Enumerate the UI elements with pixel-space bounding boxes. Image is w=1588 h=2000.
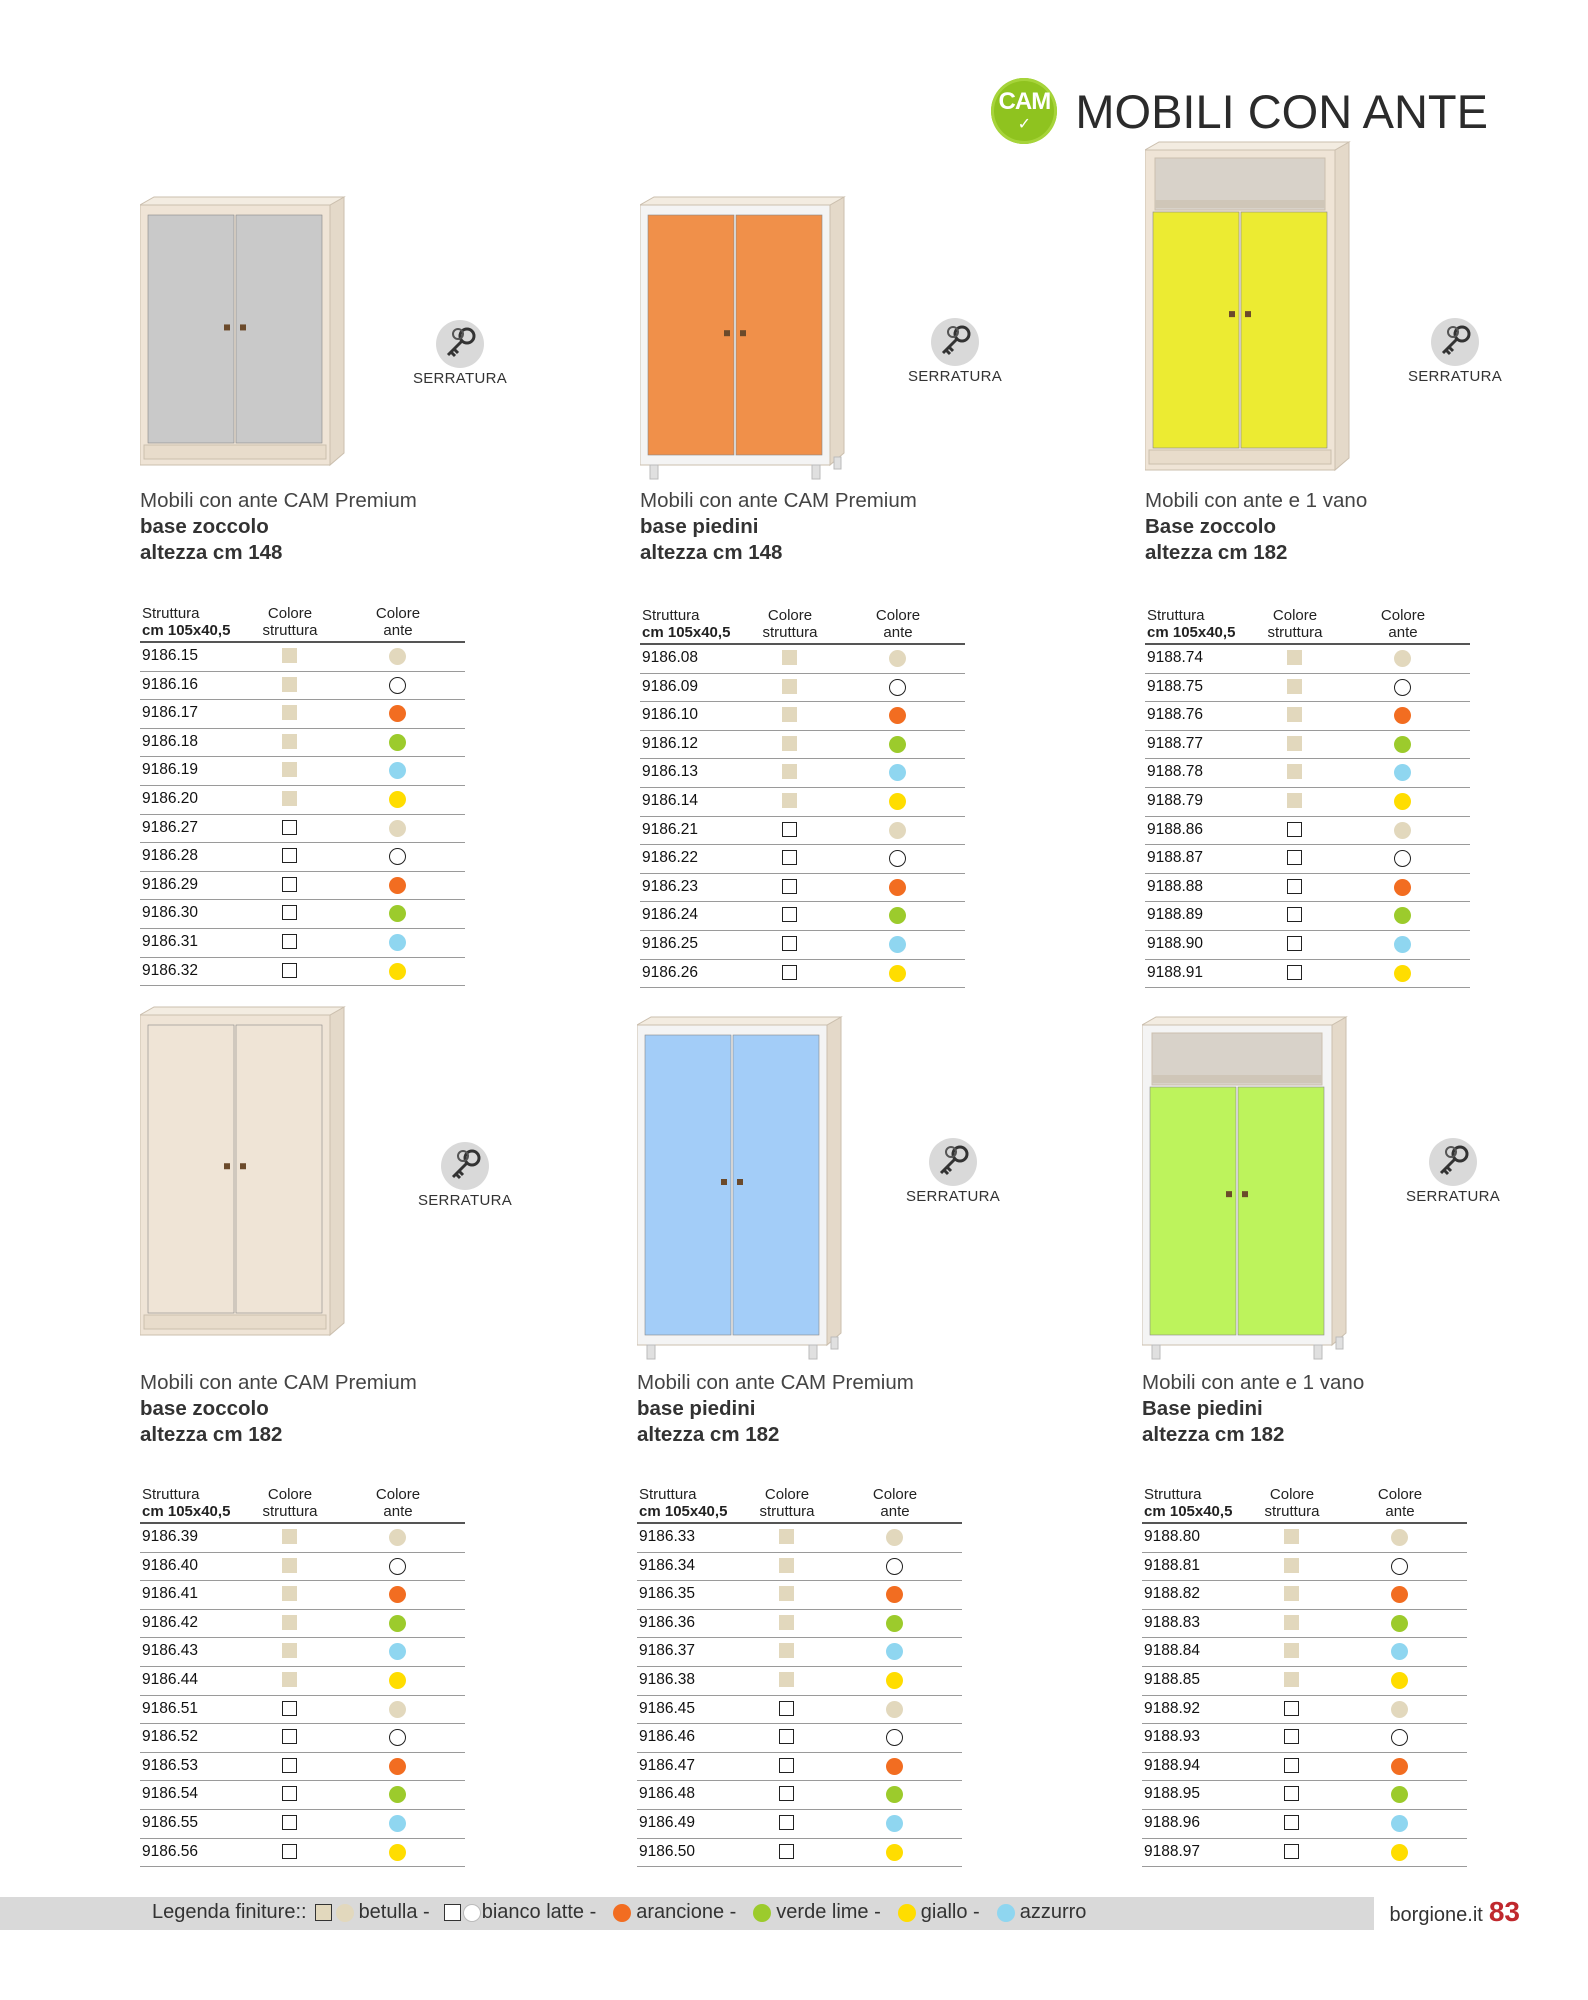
- product-code: 9186.36: [639, 1613, 696, 1631]
- foot-back: [831, 1337, 838, 1349]
- product-block: [637, 0, 1057, 2000]
- col-struttura: Struttura cm 105x40,5: [1144, 1486, 1233, 1520]
- table-header: [1142, 1486, 1467, 1524]
- betulla-swatch-icon: [315, 1904, 332, 1921]
- product-code: 9186.35: [639, 1585, 696, 1603]
- cabinet-top: [637, 1017, 841, 1025]
- product-code: 9186.15: [142, 647, 199, 664]
- product-code: 9186.47: [639, 1756, 696, 1774]
- giallo-door-dot-icon: [1391, 1672, 1408, 1689]
- betulla-structure-swatch-icon: [282, 1529, 297, 1544]
- page-footer: [1389, 1896, 1520, 1928]
- right-handle: [240, 1163, 246, 1169]
- bianco-latte-structure-swatch-icon: [779, 1815, 794, 1830]
- product-name: Mobili con ante e 1 vano: [1145, 489, 1368, 512]
- product-description: [1142, 1370, 1364, 1448]
- betulla-door-dot-icon: [389, 1701, 406, 1718]
- product-code: 9186.49: [639, 1813, 696, 1831]
- product-code: 9186.42: [142, 1613, 199, 1631]
- table-row: [1142, 1810, 1467, 1839]
- product-code: 9186.29: [142, 875, 199, 893]
- product-code: 9186.28: [142, 847, 199, 865]
- table-row: [140, 1667, 465, 1696]
- left-handle: [721, 1179, 727, 1185]
- bianco-latte-structure-swatch-icon: [282, 1701, 297, 1716]
- product-code: 9188.87: [1147, 849, 1204, 867]
- table-row: [140, 1696, 465, 1725]
- plinth: [144, 1315, 326, 1329]
- giallo-door-dot-icon: [1391, 1844, 1408, 1861]
- col-struttura: Struttura cm 105x40,5: [142, 1486, 231, 1520]
- product-code: 9186.33: [639, 1528, 696, 1545]
- table-row: [140, 1638, 465, 1667]
- product-base: base piedini: [640, 515, 759, 538]
- product-code: 9186.30: [142, 904, 199, 922]
- betulla-structure-swatch-icon: [779, 1615, 794, 1630]
- bianco-swatch-icon: [444, 1904, 461, 1921]
- product-code: 9186.13: [642, 763, 699, 781]
- betulla-structure-swatch-icon: [779, 1529, 794, 1544]
- product-code: 9186.22: [642, 849, 699, 867]
- product-code: 9186.43: [142, 1642, 199, 1660]
- product-code: 9186.51: [142, 1699, 199, 1717]
- right-handle: [1242, 1191, 1248, 1197]
- right-handle: [737, 1179, 743, 1185]
- arancione-door-dot-icon: [1391, 1758, 1408, 1775]
- bianco-latte-structure-swatch-icon: [282, 1729, 297, 1744]
- table-row: [1142, 1581, 1467, 1610]
- bianco-latte-structure-swatch-icon: [1284, 1729, 1299, 1744]
- table-row: [637, 1839, 962, 1868]
- betulla-structure-swatch-icon: [779, 1558, 794, 1573]
- table-row: [1142, 1524, 1467, 1553]
- product-code: 9188.84: [1144, 1642, 1201, 1660]
- arancione-door-dot-icon: [886, 1758, 903, 1775]
- foot-left: [647, 1345, 655, 1359]
- product-code: 9186.34: [639, 1556, 696, 1574]
- product-code: 9186.23: [642, 877, 699, 895]
- table-row: [1142, 1638, 1467, 1667]
- product-code: 9186.45: [639, 1699, 696, 1717]
- table-row: [1142, 1781, 1467, 1810]
- key-icon: [929, 1138, 977, 1186]
- lock-label: SERRATURA: [1405, 1188, 1501, 1205]
- lock-badge: [405, 1142, 525, 1209]
- table-row: [140, 1753, 465, 1782]
- lock-badge: [893, 1138, 1013, 1205]
- product-code: 9186.39: [142, 1528, 199, 1545]
- table-row: [637, 1781, 962, 1810]
- product-height: altezza cm 148: [640, 541, 783, 564]
- verde-lime-door-dot-icon: [886, 1786, 903, 1803]
- col-colore-struttura: Colore struttura: [762, 607, 818, 641]
- table-row: [140, 1724, 465, 1753]
- col-colore-struttura: Colore struttura: [262, 1486, 318, 1520]
- azzurro-door-dot-icon: [389, 1643, 406, 1660]
- bianco-latte-structure-swatch-icon: [1284, 1844, 1299, 1859]
- betulla-structure-swatch-icon: [1284, 1586, 1299, 1601]
- legend: [152, 1901, 1086, 1924]
- variants-table: [637, 1486, 962, 1867]
- cabinet-image: [637, 1015, 897, 1385]
- azzurro-door-dot-icon: [1391, 1815, 1408, 1832]
- product-code: 9186.25: [642, 934, 699, 952]
- page-title: MOBILI CON ANTE: [1075, 84, 1488, 138]
- cabinet-top: [1142, 1017, 1346, 1025]
- cabinet-side: [827, 1017, 841, 1345]
- lock-label: SERRATURA: [907, 368, 1003, 385]
- table-row: [637, 1753, 962, 1782]
- cabinet-image: [1142, 1015, 1402, 1385]
- bianco-latte-structure-swatch-icon: [282, 1815, 297, 1830]
- bianco-latte-structure-swatch-icon: [779, 1786, 794, 1801]
- right-door: [733, 1035, 819, 1335]
- bianco-latte-structure-swatch-icon: [282, 1758, 297, 1773]
- betulla-door-dot-icon: [389, 1529, 406, 1546]
- product-code: 9188.91: [1147, 963, 1204, 981]
- table-header: [637, 1486, 962, 1524]
- product-code: 9186.17: [142, 704, 199, 722]
- key-icon: [1429, 1138, 1477, 1186]
- product-code: 9188.83: [1144, 1613, 1201, 1631]
- product-code: 9186.21: [642, 820, 699, 838]
- giallo-door-dot-icon: [886, 1844, 903, 1861]
- betulla-structure-swatch-icon: [1284, 1529, 1299, 1544]
- product-code: 9188.94: [1144, 1756, 1201, 1774]
- legend-item-giallo: giallo -: [920, 1901, 980, 1923]
- product-base: base zoccolo: [140, 515, 269, 538]
- product-code: 9188.90: [1147, 934, 1204, 952]
- col-struttura: Struttura cm 105x40,5: [1147, 607, 1236, 641]
- col-struttura: Struttura cm 105x40,5: [639, 1486, 728, 1520]
- verde-lime-door-dot-icon: [1391, 1786, 1408, 1803]
- bianco-latte-structure-swatch-icon: [779, 1758, 794, 1773]
- product-code: 9186.54: [142, 1785, 199, 1803]
- legend-title: Legenda finiture::: [152, 1901, 307, 1923]
- check-icon: ✓: [1017, 116, 1032, 133]
- right-door: [236, 1025, 322, 1313]
- table-row: [1142, 1667, 1467, 1696]
- product-height: altezza cm 182: [140, 1423, 283, 1446]
- arancione-dot-icon: [613, 1904, 631, 1922]
- product-name: Mobili con ante CAM Premium: [637, 1371, 914, 1394]
- foot-left: [1152, 1345, 1160, 1359]
- product-height: altezza cm 182: [1145, 541, 1288, 564]
- product-base: Base piedini: [1142, 1397, 1263, 1420]
- cabinet-side: [1332, 1017, 1346, 1345]
- open-shelf: [1152, 1075, 1322, 1083]
- azzurro-door-dot-icon: [886, 1643, 903, 1660]
- betulla-structure-swatch-icon: [1284, 1558, 1299, 1573]
- product-name: Mobili con ante CAM Premium: [140, 1371, 417, 1394]
- left-door: [1150, 1087, 1236, 1335]
- table-row: [140, 1610, 465, 1639]
- bianco-latte-door-dot-icon: [389, 1558, 406, 1575]
- azzurro-dot-icon: [997, 1904, 1015, 1922]
- cam-logo-text: CAM: [998, 88, 1051, 115]
- product-code: 9186.18: [142, 732, 199, 750]
- product-block: [140, 0, 560, 2000]
- legend-item-verde-lime: verde lime -: [776, 1901, 881, 1923]
- betulla-door-dot-icon: [1391, 1701, 1408, 1718]
- bianco-latte-structure-swatch-icon: [1284, 1815, 1299, 1830]
- betulla-structure-swatch-icon: [779, 1672, 794, 1687]
- bianco-latte-door-dot-icon: [389, 1729, 406, 1746]
- foot-right: [809, 1345, 817, 1359]
- table-row: [140, 1810, 465, 1839]
- table-row: [140, 1781, 465, 1810]
- key-icon: [441, 1142, 489, 1190]
- betulla-structure-swatch-icon: [779, 1586, 794, 1601]
- table-row: [637, 1581, 962, 1610]
- table-row: [637, 1810, 962, 1839]
- arancione-door-dot-icon: [389, 1586, 406, 1603]
- betulla-structure-swatch-icon: [1284, 1615, 1299, 1630]
- verde-lime-door-dot-icon: [886, 1615, 903, 1632]
- table-row: [140, 1553, 465, 1582]
- product-code: 9186.52: [142, 1728, 199, 1746]
- product-code: 9188.76: [1147, 706, 1204, 724]
- table-row: [140, 1839, 465, 1868]
- bianco-latte-door-dot-icon: [886, 1729, 903, 1746]
- product-code: 9186.41: [142, 1585, 199, 1603]
- betulla-door-dot-icon: [886, 1529, 903, 1546]
- azzurro-door-dot-icon: [886, 1815, 903, 1832]
- bianco-latte-structure-swatch-icon: [1284, 1758, 1299, 1773]
- betulla-structure-swatch-icon: [282, 1586, 297, 1601]
- product-code: 9188.85: [1144, 1670, 1201, 1688]
- betulla-door-dot-icon: [1391, 1529, 1408, 1546]
- product-code: 9188.80: [1144, 1528, 1201, 1545]
- betulla-structure-swatch-icon: [282, 1615, 297, 1630]
- product-description: [140, 1370, 417, 1448]
- product-code: 9188.93: [1144, 1728, 1201, 1746]
- lock-label: SERRATURA: [417, 1192, 513, 1209]
- col-struttura: Struttura cm 105x40,5: [642, 607, 731, 641]
- foot-back: [1336, 1337, 1343, 1349]
- product-code: 9186.09: [642, 677, 699, 695]
- betulla-structure-swatch-icon: [1284, 1643, 1299, 1658]
- product-code: 9188.89: [1147, 906, 1204, 924]
- betulla-structure-swatch-icon: [1284, 1672, 1299, 1687]
- table-row: [1142, 1696, 1467, 1725]
- product-description: [637, 1370, 914, 1448]
- betulla-structure-swatch-icon: [779, 1643, 794, 1658]
- verde-lime-dot-icon: [753, 1904, 771, 1922]
- legend-item-arancione: arancione -: [636, 1901, 737, 1923]
- table-row: [1142, 1610, 1467, 1639]
- betulla-structure-swatch-icon: [282, 1672, 297, 1687]
- bianco-latte-door-dot-icon: [886, 1558, 903, 1575]
- table-row: [1142, 1753, 1467, 1782]
- legend-bar: [0, 1897, 1374, 1930]
- product-code: 9186.38: [639, 1670, 696, 1688]
- left-handle: [1226, 1191, 1232, 1197]
- product-height: altezza cm 182: [1142, 1423, 1285, 1446]
- legend-item-bianco-latte: bianco latte -: [481, 1901, 597, 1923]
- betulla-structure-swatch-icon: [282, 1643, 297, 1658]
- table-row: [1142, 1839, 1467, 1868]
- product-code: 9186.08: [642, 649, 699, 666]
- product-code: 9186.31: [142, 932, 199, 950]
- azzurro-door-dot-icon: [1391, 1643, 1408, 1660]
- product-code: 9186.55: [142, 1813, 199, 1831]
- product-code: 9186.48: [639, 1785, 696, 1803]
- table-row: [140, 1581, 465, 1610]
- verde-lime-door-dot-icon: [389, 1786, 406, 1803]
- right-door: [1238, 1087, 1324, 1335]
- table-row: [140, 1524, 465, 1553]
- product-name: Mobili con ante CAM Premium: [140, 489, 417, 512]
- cabinet-image: [140, 1005, 400, 1375]
- product-code: 9186.12: [642, 734, 699, 752]
- left-door: [148, 1025, 234, 1313]
- table-row: [637, 1610, 962, 1639]
- product-code: 9188.92: [1144, 1699, 1201, 1717]
- product-name: Mobili con ante CAM Premium: [640, 489, 917, 512]
- product-code: 9186.40: [142, 1556, 199, 1574]
- bianco-latte-structure-swatch-icon: [779, 1844, 794, 1859]
- variants-table: [1142, 1486, 1467, 1867]
- product-code: 9188.82: [1144, 1585, 1201, 1603]
- table-row: [637, 1696, 962, 1725]
- product-code: 9186.14: [642, 791, 699, 809]
- betulla-dot-icon: [336, 1904, 354, 1922]
- product-height: altezza cm 148: [140, 541, 283, 564]
- cabinet-top: [140, 1007, 344, 1015]
- verde-lime-door-dot-icon: [1391, 1615, 1408, 1632]
- arancione-door-dot-icon: [389, 1758, 406, 1775]
- product-code: 9188.75: [1147, 677, 1204, 695]
- col-colore-struttura: Colore struttura: [1264, 1486, 1320, 1520]
- page-number: 83: [1488, 1896, 1520, 1927]
- product-code: 9186.16: [142, 675, 199, 693]
- col-colore-struttura: Colore struttura: [759, 1486, 815, 1520]
- legend-item-azzurro: azzurro: [1019, 1901, 1087, 1923]
- product-code: 9186.32: [142, 961, 199, 979]
- col-colore-struttura: Colore struttura: [1267, 607, 1323, 641]
- product-code: 9186.56: [142, 1842, 199, 1860]
- arancione-door-dot-icon: [886, 1586, 903, 1603]
- bianco-latte-structure-swatch-icon: [1284, 1701, 1299, 1716]
- bianco-latte-structure-swatch-icon: [282, 1844, 297, 1859]
- product-code: 9188.97: [1144, 1842, 1201, 1860]
- bianco-latte-structure-swatch-icon: [1284, 1786, 1299, 1801]
- giallo-door-dot-icon: [389, 1844, 406, 1861]
- product-code: 9188.88: [1147, 877, 1204, 895]
- product-height: altezza cm 182: [637, 1423, 780, 1446]
- product-code: 9186.46: [639, 1728, 696, 1746]
- left-handle: [224, 1163, 230, 1169]
- table-row: [1142, 1724, 1467, 1753]
- product-code: 9186.19: [142, 761, 199, 779]
- bianco-latte-structure-swatch-icon: [282, 1786, 297, 1801]
- variants-table: [140, 1486, 465, 1867]
- left-door: [645, 1035, 731, 1335]
- table-row: [637, 1524, 962, 1553]
- table-row: [1142, 1553, 1467, 1582]
- product-code: 9186.26: [642, 963, 699, 981]
- giallo-dot-icon: [898, 1904, 916, 1922]
- bianco-latte-structure-swatch-icon: [779, 1701, 794, 1716]
- verde-lime-door-dot-icon: [389, 1615, 406, 1632]
- col-colore-ante: Colore ante: [1380, 607, 1426, 641]
- lock-label: SERRATURA: [1407, 368, 1503, 385]
- bianco-latte-door-dot-icon: [1391, 1558, 1408, 1575]
- product-code: 9186.20: [142, 789, 199, 807]
- product-code: 9188.96: [1144, 1813, 1201, 1831]
- col-colore-ante: Colore ante: [875, 607, 921, 641]
- lock-badge: [1393, 1138, 1513, 1205]
- product-code: 9188.79: [1147, 791, 1204, 809]
- product-base: base zoccolo: [140, 1397, 269, 1420]
- table-row: [637, 1553, 962, 1582]
- table-row: [637, 1667, 962, 1696]
- table-row: [637, 1638, 962, 1667]
- product-code: 9188.74: [1147, 649, 1204, 666]
- col-colore-ante: Colore ante: [872, 1486, 918, 1520]
- bianco-latte-structure-swatch-icon: [779, 1729, 794, 1744]
- product-code: 9186.10: [642, 706, 699, 724]
- product-code: 9186.50: [639, 1842, 696, 1860]
- cabinet-side: [330, 1007, 344, 1335]
- lock-label: SERRATURA: [412, 370, 508, 387]
- product-code: 9188.81: [1144, 1556, 1201, 1574]
- foot-right: [1314, 1345, 1322, 1359]
- table-row: [637, 1724, 962, 1753]
- product-code: 9186.24: [642, 906, 699, 924]
- bianco-dot-icon: [463, 1904, 481, 1922]
- product-base: base piedini: [637, 1397, 756, 1420]
- legend-item-betulla: betulla -: [358, 1901, 430, 1923]
- website-link[interactable]: borgione.it: [1389, 1904, 1483, 1926]
- product-code: 9186.37: [639, 1642, 696, 1660]
- azzurro-door-dot-icon: [389, 1815, 406, 1832]
- product-name: Mobili con ante e 1 vano: [1142, 1371, 1365, 1394]
- betulla-structure-swatch-icon: [282, 1558, 297, 1573]
- col-colore-ante: Colore ante: [375, 605, 421, 639]
- giallo-door-dot-icon: [389, 1672, 406, 1689]
- product-code: 9186.27: [142, 818, 199, 836]
- lock-label: SERRATURA: [905, 1188, 1001, 1205]
- product-code: 9188.86: [1147, 820, 1204, 838]
- product-code: 9186.44: [142, 1670, 199, 1688]
- col-colore-ante: Colore ante: [375, 1486, 421, 1520]
- col-colore-struttura: Colore struttura: [262, 605, 318, 639]
- betulla-door-dot-icon: [886, 1701, 903, 1718]
- bianco-latte-door-dot-icon: [1391, 1729, 1408, 1746]
- col-colore-ante: Colore ante: [1377, 1486, 1423, 1520]
- giallo-door-dot-icon: [886, 1672, 903, 1689]
- table-header: [140, 1486, 465, 1524]
- col-struttura: Struttura cm 105x40,5: [142, 605, 231, 639]
- product-code: 9188.95: [1144, 1785, 1201, 1803]
- product-base: Base zoccolo: [1145, 515, 1277, 538]
- arancione-door-dot-icon: [1391, 1586, 1408, 1603]
- product-code: 9186.53: [142, 1756, 199, 1774]
- product-code: 9188.77: [1147, 734, 1204, 752]
- product-block: [1142, 0, 1562, 2000]
- product-code: 9188.78: [1147, 763, 1204, 781]
